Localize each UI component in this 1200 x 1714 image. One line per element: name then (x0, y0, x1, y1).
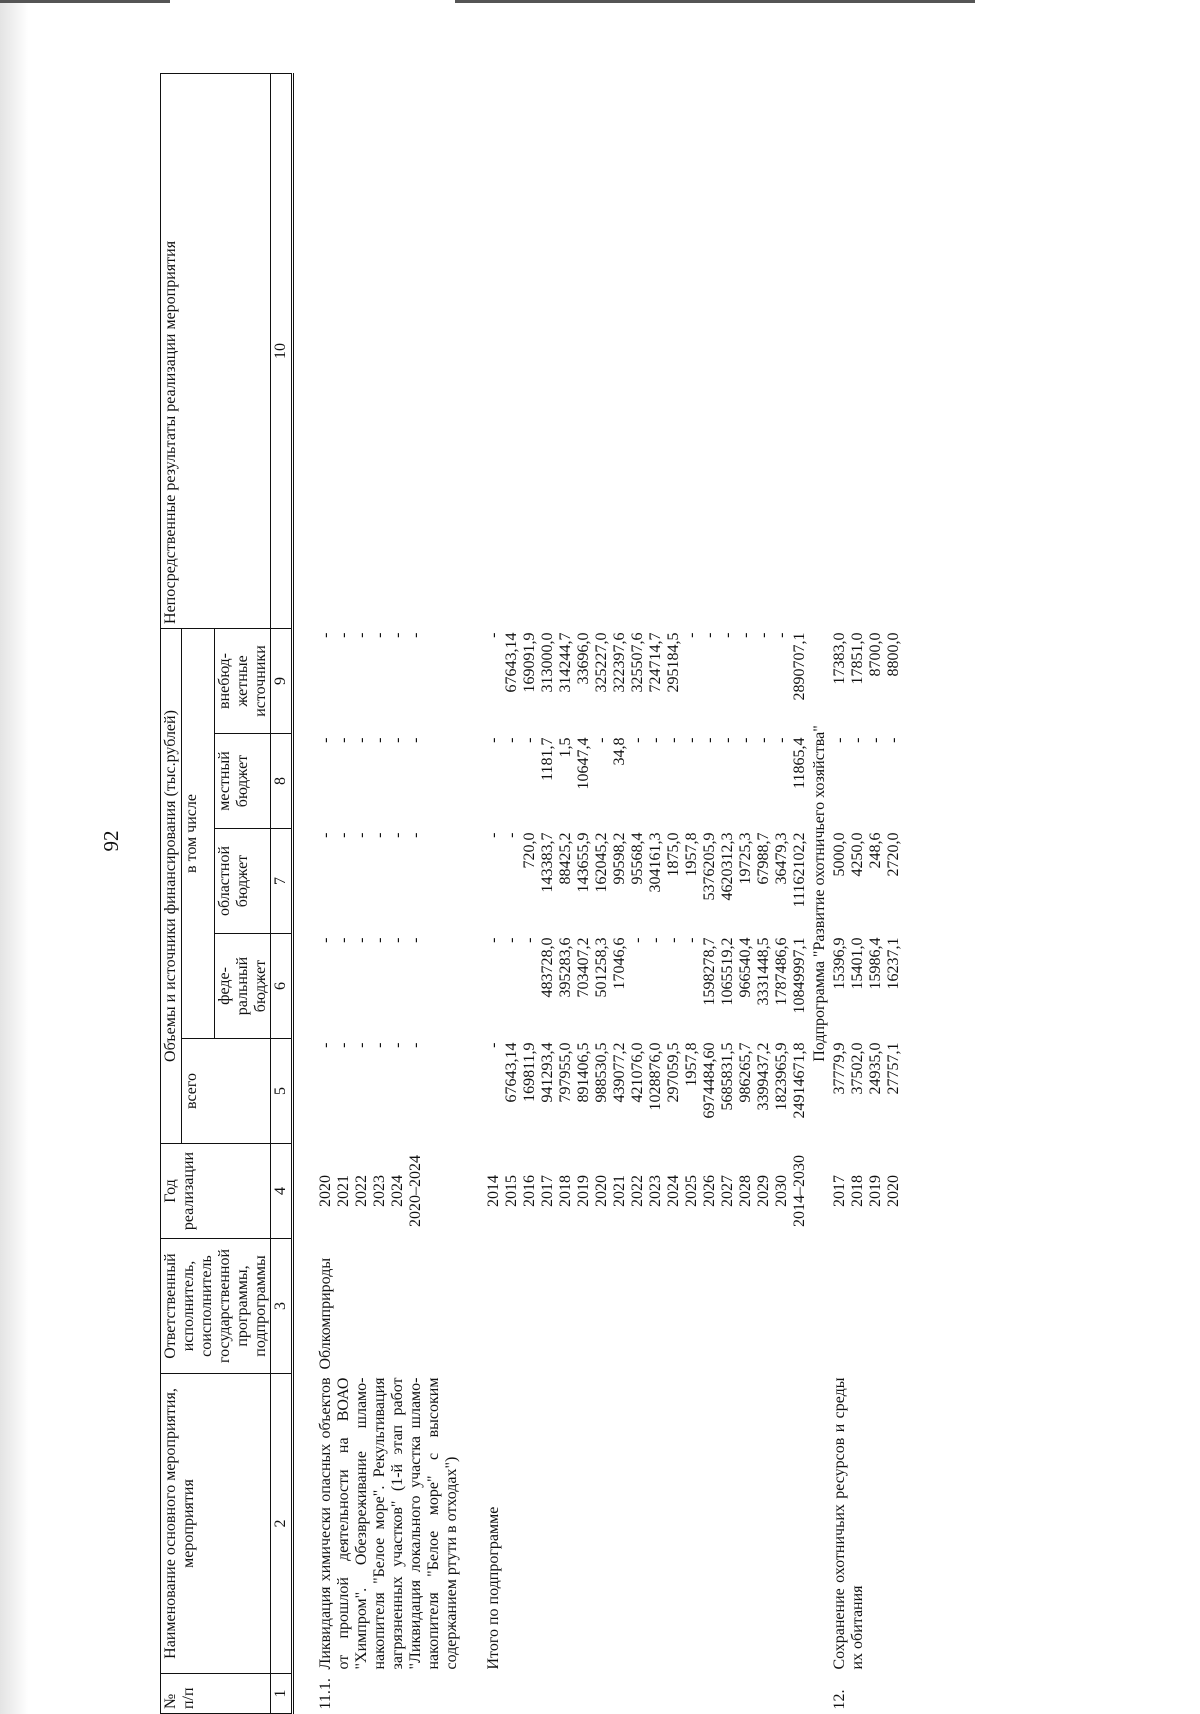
cell-value: 5376205,9 (700, 832, 718, 901)
table-row (484, 73, 810, 1713)
cell-value: 322397,6 (610, 632, 628, 693)
cell-value: - (628, 737, 646, 743)
cell-value: - (592, 737, 610, 743)
cell-value: - (502, 737, 520, 743)
cell-value: 2026 (700, 1175, 718, 1207)
cell-value: 6974484,60 (700, 1042, 718, 1119)
cell-value: - (407, 832, 425, 838)
cell-value: 2890707,1 (790, 632, 808, 701)
scan-shadow (0, 0, 28, 1714)
cell-value: 1957,8 (682, 1042, 700, 1087)
cell-value: - (371, 1042, 389, 1048)
extra-cell (484, 628, 810, 733)
column-number: 9 (271, 628, 293, 733)
total-label: Итого по подпрограмме (484, 1506, 502, 1670)
table-row (316, 73, 461, 1713)
cell-value: 10849997,1 (790, 937, 808, 1014)
cell-value: 297059,5 (664, 1042, 682, 1103)
cell-value: - (884, 737, 902, 743)
cell-value: 797955,0 (556, 1042, 574, 1103)
cell-value: 1787486,6 (772, 937, 790, 1006)
header-extra: внебюд-жетные источники (214, 628, 271, 733)
column-number: 2 (271, 1374, 293, 1674)
measure-name: Ликвидация химически опасных объектов от прошлой деятельности на ВОАО "Химпром". Обезвреживание шламо-накопителя "Белое море". Рекультивация загрязненных участков" (1-й этап работ "Ликвидация локального участка шламо-накопителя "Белое море" с высоким содержанием ртути в отходах") (317, 1377, 460, 1670)
cell-value: - (502, 937, 520, 943)
cell-value: 4620312,3 (718, 832, 736, 901)
regional-cell (830, 829, 904, 934)
column-number: 1 (271, 1674, 293, 1714)
cell-value: - (353, 632, 371, 638)
cell-value: - (389, 1042, 407, 1048)
header-results: Непосредственные результаты реализации мероприятия (161, 73, 271, 628)
extra-cell (830, 628, 904, 733)
header-local: местный бюджет (214, 734, 271, 829)
cell-value: 325227,0 (592, 632, 610, 693)
cell-value: 15396,9 (830, 937, 848, 990)
cell-value: 2018 (556, 1175, 574, 1207)
extra-cell (316, 628, 461, 733)
cell-value: 3399437,2 (754, 1042, 772, 1111)
header-regional: областной бюджет (214, 829, 271, 934)
cell-value: - (628, 937, 646, 943)
column-number: 3 (271, 1239, 293, 1374)
regional-cell (316, 829, 461, 934)
cell-value: 314244,7 (556, 632, 574, 693)
local-cell (316, 734, 461, 829)
cell-value: 99598,2 (610, 832, 628, 885)
responsible-executor: Облкомприроды (317, 1257, 335, 1370)
cell-value: - (664, 737, 682, 743)
cell-value: 2024 (389, 1175, 407, 1207)
cell-value: - (335, 832, 353, 838)
header-funding: Объемы и источники финансирования (тыс.рублей) (161, 628, 182, 1143)
cell-value: 2014 (484, 1175, 502, 1207)
cell-value: - (754, 632, 772, 638)
cell-value: 2020 (884, 1175, 902, 1207)
funding-table (160, 73, 904, 1714)
column-number: 5 (271, 1039, 293, 1144)
cell-value: - (718, 632, 736, 638)
cell-value: - (502, 832, 520, 838)
cell-value: 313000,0 (538, 632, 556, 693)
cell-value: 2014–2030 (790, 1155, 808, 1227)
cell-value: - (484, 832, 502, 838)
scan-top-mark (455, 0, 975, 3)
cell-value: - (353, 832, 371, 838)
cell-value: - (353, 1042, 371, 1048)
cell-value: 11162102,2 (790, 832, 808, 908)
cell-value: - (317, 632, 335, 638)
cell-value: 501258,3 (592, 937, 610, 998)
cell-value: 703407,2 (574, 937, 592, 998)
header-name: Наименование основного мероприятия, мероприятия (161, 1374, 271, 1674)
total-cell (830, 1039, 904, 1144)
cell-value: - (520, 737, 538, 743)
cell-value: 169091,9 (520, 632, 538, 693)
years-cell (830, 1144, 904, 1239)
cell-value: 2017 (538, 1175, 556, 1207)
cell-value: 33696,0 (574, 632, 592, 685)
table-row (830, 73, 904, 1713)
cell-value: - (736, 737, 754, 743)
cell-value: 941293,4 (538, 1042, 556, 1103)
cell-value: - (353, 737, 371, 743)
column-number: 10 (271, 73, 293, 628)
page-number: 92 (99, 830, 123, 852)
cell-value: - (664, 937, 682, 943)
cell-value: 37779,9 (830, 1042, 848, 1095)
cell-value: 1065519,2 (718, 937, 736, 1006)
cell-value: 2018 (848, 1175, 866, 1207)
cell-value: - (371, 937, 389, 943)
column-number: 7 (271, 829, 293, 934)
table-header (161, 73, 293, 1713)
cell-value: 1875,0 (664, 832, 682, 877)
cell-value: 720,0 (520, 832, 538, 869)
cell-value: - (484, 937, 502, 943)
cell-value: 17046,6 (610, 937, 628, 990)
cell-value: - (407, 1042, 425, 1048)
cell-value: 1598278,7 (700, 937, 718, 1006)
cell-value: 24935,0 (866, 1042, 884, 1095)
cell-value: - (682, 632, 700, 638)
column-number: 4 (271, 1144, 293, 1239)
column-number: 6 (271, 934, 293, 1039)
cell-value: 2025 (682, 1175, 700, 1207)
cell-value: 2017 (830, 1175, 848, 1207)
cell-value: - (772, 737, 790, 743)
cell-value: - (371, 632, 389, 638)
cell-value: - (389, 737, 407, 743)
scan-top-mark (0, 0, 170, 3)
cell-value: 8800,0 (884, 632, 902, 677)
cell-value: 986265,7 (736, 1042, 754, 1103)
cell-value: - (389, 937, 407, 943)
cell-value: 2015 (502, 1175, 520, 1207)
cell-value: - (371, 737, 389, 743)
cell-value: - (718, 737, 736, 743)
cell-value: 395283,6 (556, 937, 574, 998)
local-cell (830, 734, 904, 829)
cell-value: 2021 (335, 1175, 353, 1207)
cell-value: - (484, 737, 502, 743)
row-number: 11.1. (317, 1678, 335, 1710)
cell-value: 2030 (772, 1175, 790, 1207)
cell-value: - (335, 737, 353, 743)
cell-value: 988530,5 (592, 1042, 610, 1103)
cell-value: - (830, 737, 848, 743)
cell-value: 37502,0 (848, 1042, 866, 1095)
cell-value: 88425,2 (556, 832, 574, 885)
cell-value: 34,8 (610, 737, 628, 766)
column-number: 8 (271, 734, 293, 829)
years-cell (316, 1144, 461, 1239)
header-federal: феде-ральный бюджет (214, 934, 271, 1039)
cell-value: 966540,4 (736, 937, 754, 998)
cell-value: - (754, 737, 772, 743)
cell-value: - (407, 937, 425, 943)
cell-value: - (389, 832, 407, 838)
cell-value: 95568,4 (628, 832, 646, 885)
cell-value: - (407, 632, 425, 638)
cell-value: 2019 (866, 1175, 884, 1207)
subprogram-title: Подпрограмма "Развитие охотничьего хозяйства" (810, 725, 828, 1062)
cell-value: - (682, 737, 700, 743)
local-cell (484, 734, 810, 829)
total-cell (316, 1039, 461, 1144)
header-year: Год реализации (161, 1144, 271, 1239)
cell-value: - (317, 832, 335, 838)
cell-value: 11865,4 (790, 737, 808, 789)
cell-value: 143383,7 (538, 832, 556, 893)
cell-value: 2022 (628, 1175, 646, 1207)
cell-value: 16237,1 (884, 937, 902, 990)
cell-value: 5000,0 (830, 832, 848, 877)
cell-value: 2028 (736, 1175, 754, 1207)
cell-value: 2019 (574, 1175, 592, 1207)
cell-value: 1823965,9 (772, 1042, 790, 1111)
header-total: всего (181, 1039, 271, 1144)
cell-value: 2020 (317, 1175, 335, 1207)
cell-value: 3331448,5 (754, 937, 772, 1006)
measure-name: Сохранение охотничьих ресурсов и среды их обитания (830, 1377, 866, 1670)
cell-value: 17383,0 (830, 632, 848, 685)
cell-value: - (484, 1042, 502, 1048)
cell-value: 891406,5 (574, 1042, 592, 1103)
cell-value: 1,5 (556, 737, 574, 758)
row-number: 12. (830, 1689, 848, 1710)
cell-value: 2020 (592, 1175, 610, 1207)
cell-value: 1181,7 (538, 737, 556, 781)
cell-value: - (407, 737, 425, 743)
cell-value: 1028876,0 (646, 1042, 664, 1111)
cell-value: - (520, 937, 538, 943)
cell-value: 15401,0 (848, 937, 866, 990)
cell-value: - (484, 632, 502, 638)
cell-value: - (317, 737, 335, 743)
cell-value: 27757,1 (884, 1042, 902, 1095)
cell-value: 248,6 (866, 832, 884, 869)
cell-value: 4250,0 (848, 832, 866, 877)
cell-value: 8700,0 (866, 632, 884, 677)
regional-cell (484, 829, 810, 934)
cell-value: - (700, 737, 718, 743)
cell-value: 10647,4 (574, 737, 592, 790)
cell-value: - (866, 737, 884, 743)
cell-value: 2022 (353, 1175, 371, 1207)
cell-value: - (389, 632, 407, 638)
header-including: в том числе (181, 628, 214, 1038)
cell-value: - (736, 632, 754, 638)
cell-value: 67643,14 (502, 1042, 520, 1103)
cell-value: 15986,4 (866, 937, 884, 990)
cell-value: 36479,3 (772, 832, 790, 885)
years-cell (484, 1144, 810, 1239)
cell-value: 143655,9 (574, 832, 592, 893)
federal-cell (484, 934, 810, 1039)
cell-value: 24914671,8 (790, 1042, 808, 1119)
total-cell (484, 1039, 810, 1144)
cell-value: 2020–2024 (407, 1155, 425, 1227)
cell-value: 2016 (520, 1175, 538, 1207)
cell-value: 2029 (754, 1175, 772, 1207)
cell-value: - (848, 737, 866, 743)
cell-value: 483728,0 (538, 937, 556, 998)
cell-value: 67988,7 (754, 832, 772, 885)
cell-value: 2024 (664, 1175, 682, 1207)
cell-value: - (317, 1042, 335, 1048)
rotated-page-content (160, 74, 1160, 1714)
cell-value: 439077,2 (610, 1042, 628, 1103)
cell-value: 162045,2 (592, 832, 610, 893)
cell-value: 67643,14 (502, 632, 520, 693)
cell-value: 5685831,5 (718, 1042, 736, 1111)
cell-value: - (646, 737, 664, 743)
cell-value: - (371, 832, 389, 838)
cell-value: - (353, 937, 371, 943)
header-responsible: Ответственный исполнитель, соисполнитель государственной программы, подпрограммы (161, 1239, 271, 1374)
cell-value: - (317, 937, 335, 943)
subprogram-row (810, 73, 830, 1713)
cell-value: 2021 (610, 1175, 628, 1207)
cell-value: - (335, 1042, 353, 1048)
cell-value: 17851,0 (848, 632, 866, 685)
cell-value: 2720,0 (884, 832, 902, 877)
results-cell (316, 73, 461, 628)
table-body (293, 73, 904, 1713)
header-no: № п/п (161, 1674, 271, 1714)
cell-value: - (682, 937, 700, 943)
cell-value: - (335, 632, 353, 638)
federal-cell (830, 934, 904, 1039)
cell-value: 421076,0 (628, 1042, 646, 1103)
cell-value: 19725,3 (736, 832, 754, 885)
cell-value: - (646, 937, 664, 943)
federal-cell (316, 934, 461, 1039)
cell-value: 169811,9 (520, 1042, 538, 1102)
cell-value: 2027 (718, 1175, 736, 1207)
cell-value: - (700, 632, 718, 638)
cell-value: 295184,5 (664, 632, 682, 693)
cell-value: - (772, 632, 790, 638)
cell-value: 724714,7 (646, 632, 664, 693)
cell-value: 2023 (646, 1175, 664, 1207)
cell-value: 304161,3 (646, 832, 664, 893)
cell-value: 1957,8 (682, 832, 700, 877)
cell-value: 2023 (371, 1175, 389, 1207)
cell-value: - (335, 937, 353, 943)
cell-value: 325507,6 (628, 632, 646, 693)
